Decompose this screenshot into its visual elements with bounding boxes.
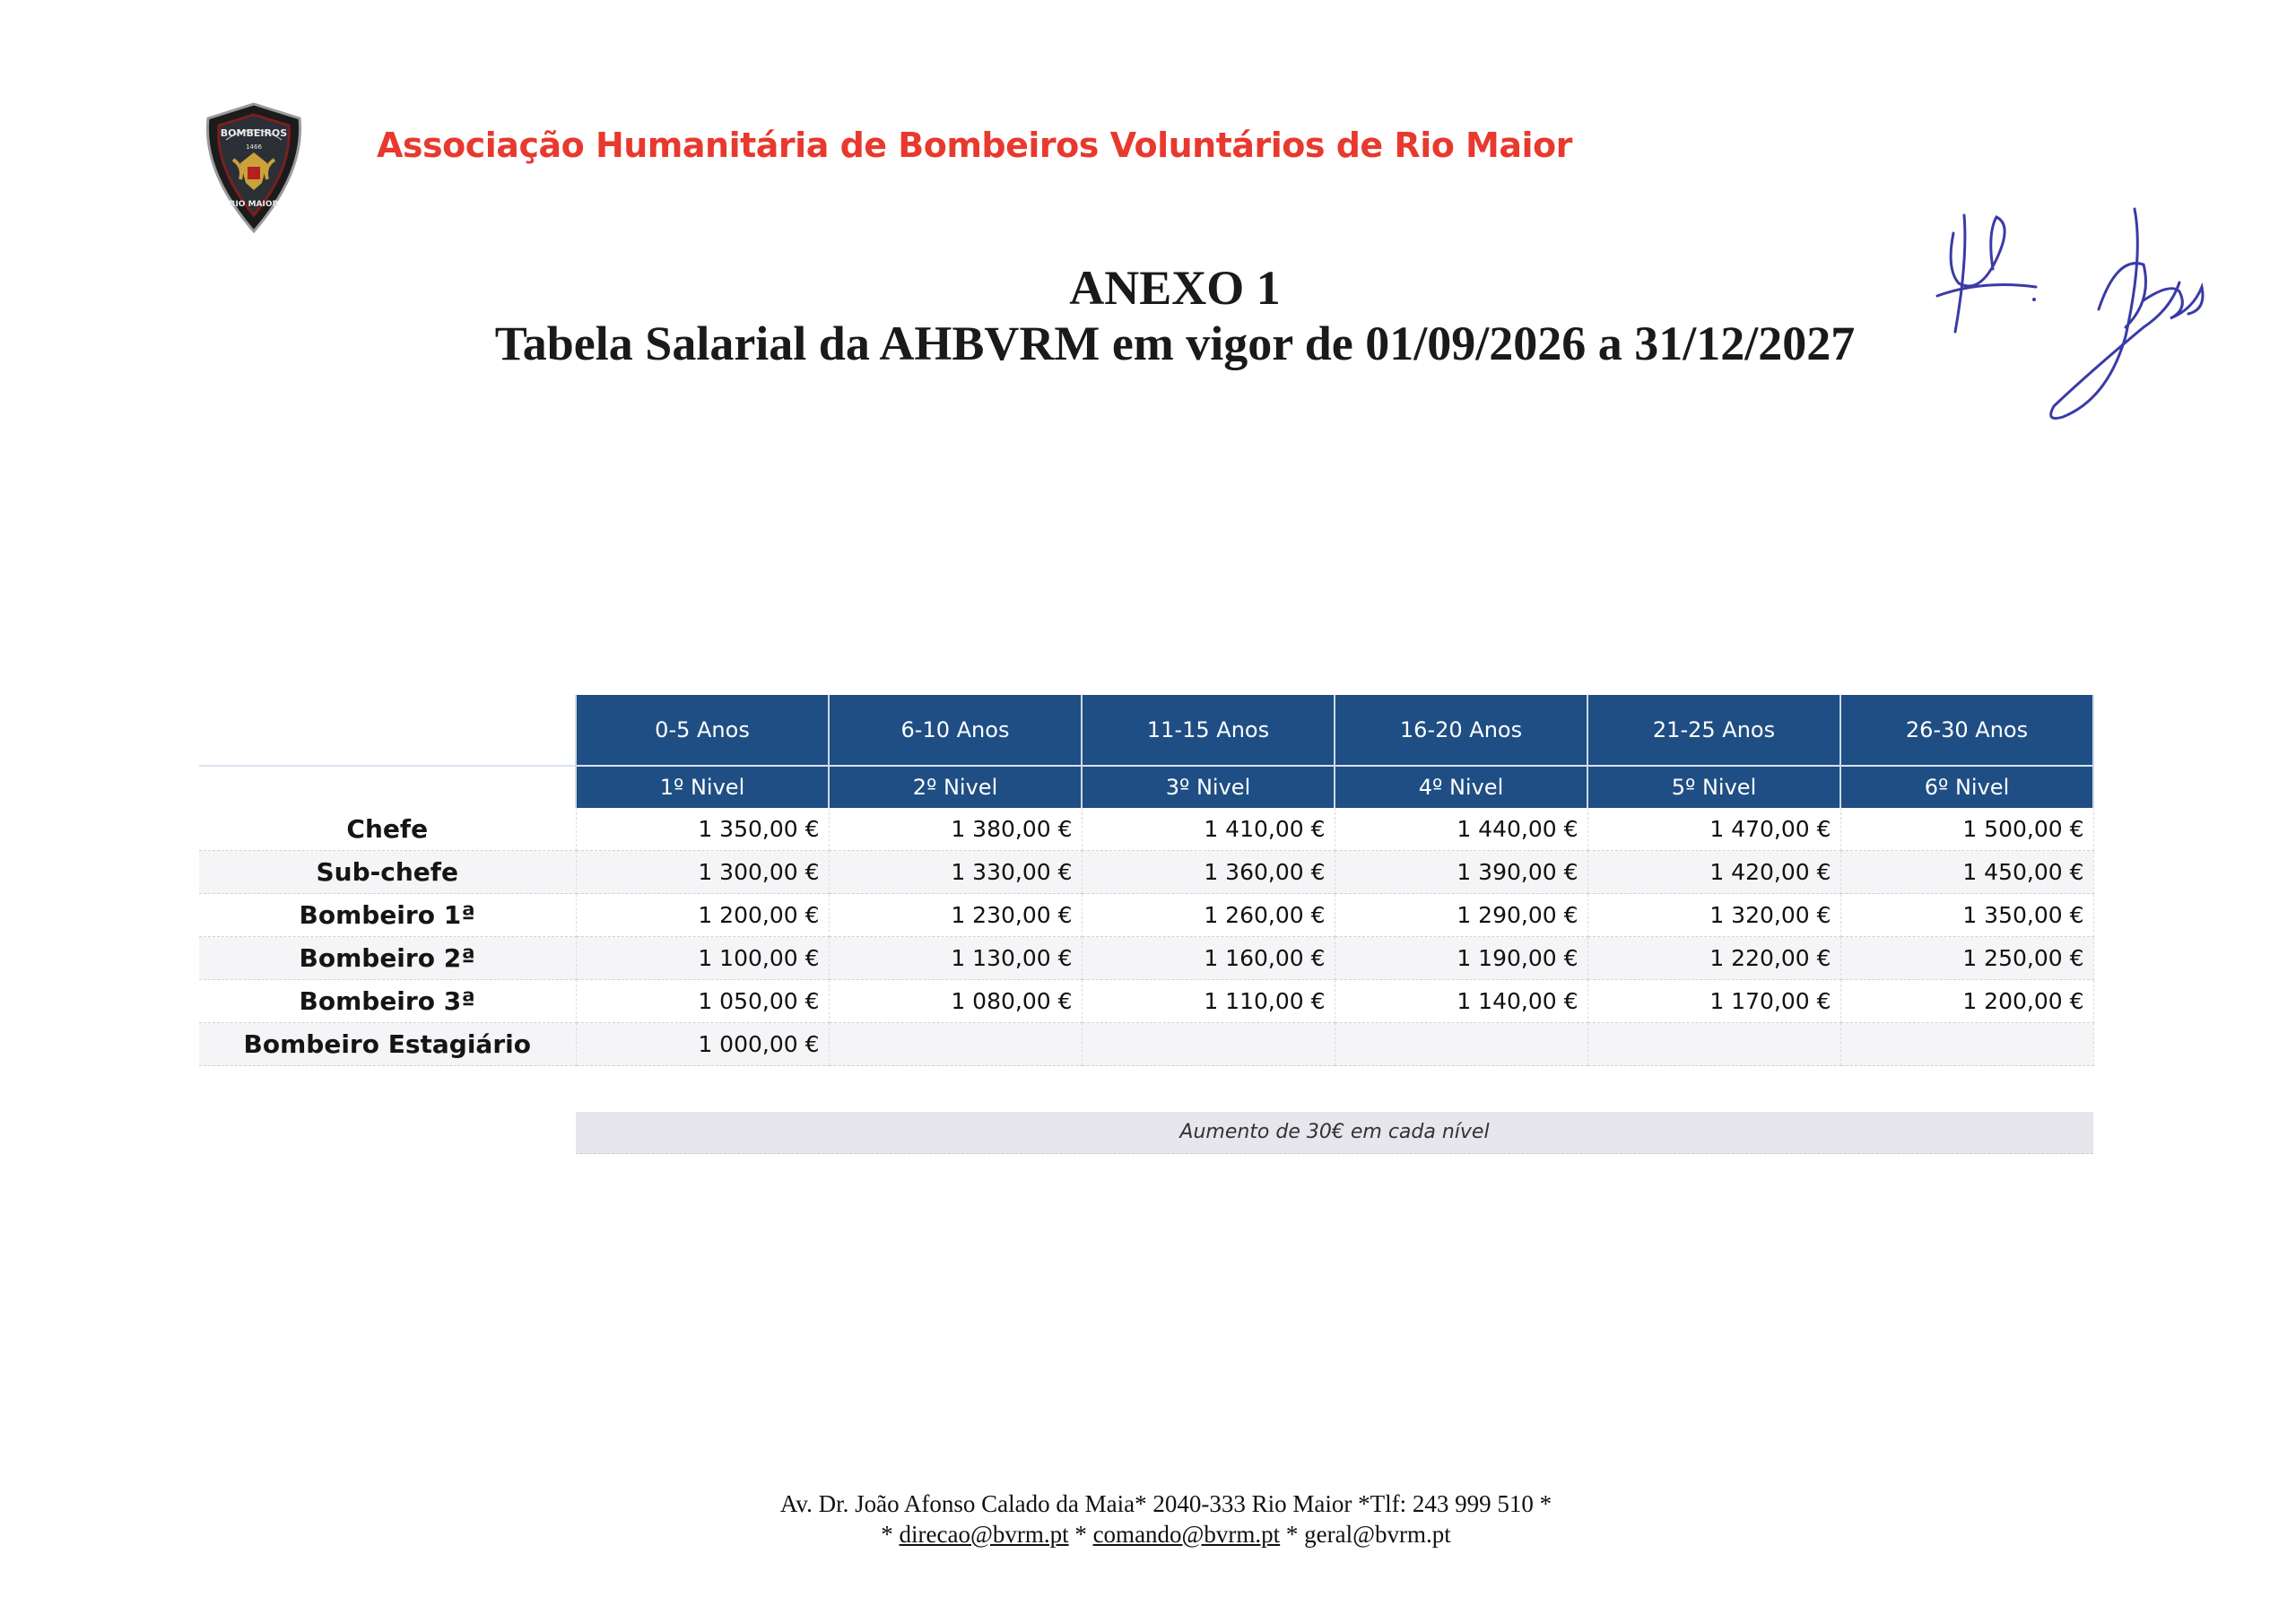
salary-cell: 1 470,00 €: [1587, 808, 1840, 851]
salary-cell: 1 450,00 €: [1840, 851, 2093, 894]
salary-cell: 1 380,00 €: [829, 808, 1082, 851]
salary-cell: 1 000,00 €: [576, 1023, 829, 1066]
svg-text:BOMBEIROS: BOMBEIROS: [220, 127, 288, 139]
column-header-level: 2º Nivel: [829, 766, 1082, 808]
salary-cell: 1 130,00 €: [829, 937, 1082, 980]
salary-cell: 1 170,00 €: [1587, 980, 1840, 1023]
salary-cell: 1 420,00 €: [1587, 851, 1840, 894]
table-row: [199, 894, 2093, 937]
salary-cell: 1 350,00 €: [576, 808, 829, 851]
table-row: [199, 1023, 2093, 1066]
increase-note: Aumento de 30€ em cada nível: [576, 1112, 2093, 1154]
salary-cell: 1 360,00 €: [1082, 851, 1335, 894]
footer-contacts: [0, 1521, 2296, 1549]
salary-cell: 1 250,00 €: [1840, 937, 2093, 980]
salary-cell: [829, 1023, 1082, 1066]
handwritten-signature-icon: [2036, 202, 2215, 426]
table-row: [199, 937, 2093, 980]
salary-table: [199, 695, 2094, 1066]
organization-name: Associação Humanitária de Bombeiros Voluntários de Rio Maior: [377, 126, 1572, 165]
salary-table-title: Tabela Salarial da AHBVRM em vigor de 01/09/2026 a 31/12/2027: [494, 317, 1856, 370]
svg-text:RIO MAIOR: RIO MAIOR: [229, 200, 279, 209]
salary-cell: 1 220,00 €: [1587, 937, 1840, 980]
column-header-level: 5º Nivel: [1587, 766, 1840, 808]
column-header-years: 21-25 Anos: [1587, 695, 1840, 766]
row-label: Chefe: [199, 808, 576, 851]
header-row-levels: [199, 766, 2093, 808]
salary-cell: 1 140,00 €: [1335, 980, 1587, 1023]
column-header-level: 6º Nivel: [1840, 766, 2093, 808]
salary-cell: 1 350,00 €: [1840, 894, 2093, 937]
row-label: Bombeiro 3ª: [199, 980, 576, 1023]
salary-cell: 1 390,00 €: [1335, 851, 1587, 894]
salary-cell: 1 300,00 €: [576, 851, 829, 894]
footer-separator: *: [1074, 1521, 1087, 1548]
corner-cell: [199, 695, 576, 766]
salary-cell: 1 050,00 €: [576, 980, 829, 1023]
corner-cell: [199, 766, 576, 808]
table-row: [199, 808, 2093, 851]
salary-cell: [1082, 1023, 1335, 1066]
salary-cell: 1 190,00 €: [1335, 937, 1587, 980]
column-header-years: 26-30 Anos: [1840, 695, 2093, 766]
email-direcao-link[interactable]: direcao@bvrm.pt: [899, 1521, 1069, 1548]
footer-address: Av. Dr. João Afonso Calado da Maia* 2040-333 Rio Maior *Tlf: 243 999 510 *: [779, 1490, 1552, 1517]
column-header-years: 0-5 Anos: [576, 695, 829, 766]
salary-cell: [1335, 1023, 1587, 1066]
salary-cell: 1 500,00 €: [1840, 808, 2093, 851]
row-label: Bombeiro Estagiário: [199, 1023, 576, 1066]
svg-text:1466: 1466: [246, 143, 262, 151]
column-header-years: 16-20 Anos: [1335, 695, 1587, 766]
salary-cell: 1 200,00 €: [1840, 980, 2093, 1023]
salary-cell: 1 410,00 €: [1082, 808, 1335, 851]
firefighters-shield-logo-icon: [199, 100, 309, 235]
column-header-level: 1º Nivel: [576, 766, 829, 808]
salary-cell: 1 080,00 €: [829, 980, 1082, 1023]
salary-cell: 1 160,00 €: [1082, 937, 1335, 980]
salary-cell: 1 440,00 €: [1335, 808, 1587, 851]
footer-separator: *: [1285, 1521, 1299, 1548]
row-label: Sub-chefe: [199, 851, 576, 894]
header-row-years: [199, 695, 2093, 766]
salary-cell: 1 100,00 €: [576, 937, 829, 980]
email-comando-link[interactable]: comando@bvrm.pt: [1092, 1521, 1281, 1548]
column-header-level: 4º Nivel: [1335, 766, 1587, 808]
salary-cell: 1 230,00 €: [829, 894, 1082, 937]
salary-cell: [1840, 1023, 2093, 1066]
salary-cell: 1 320,00 €: [1587, 894, 1840, 937]
salary-cell: 1 260,00 €: [1082, 894, 1335, 937]
column-header-level: 3º Nivel: [1082, 766, 1335, 808]
table-row: [199, 980, 2093, 1023]
column-header-years: 6-10 Anos: [829, 695, 1082, 766]
handwritten-signature-icon: [1928, 197, 2045, 341]
table-row: [199, 851, 2093, 894]
salary-cell: 1 290,00 €: [1335, 894, 1587, 937]
row-label: Bombeiro 1ª: [199, 894, 576, 937]
salary-cell: 1 110,00 €: [1082, 980, 1335, 1023]
footer-separator: *: [881, 1521, 893, 1548]
email-geral-text: geral@bvrm.pt: [1304, 1521, 1451, 1548]
salary-cell: 1 330,00 €: [829, 851, 1082, 894]
row-label: Bombeiro 2ª: [199, 937, 576, 980]
salary-cell: 1 200,00 €: [576, 894, 829, 937]
salary-cell: [1587, 1023, 1840, 1066]
column-header-years: 11-15 Anos: [1082, 695, 1335, 766]
annex-title: ANEXO 1: [1069, 261, 1281, 315]
